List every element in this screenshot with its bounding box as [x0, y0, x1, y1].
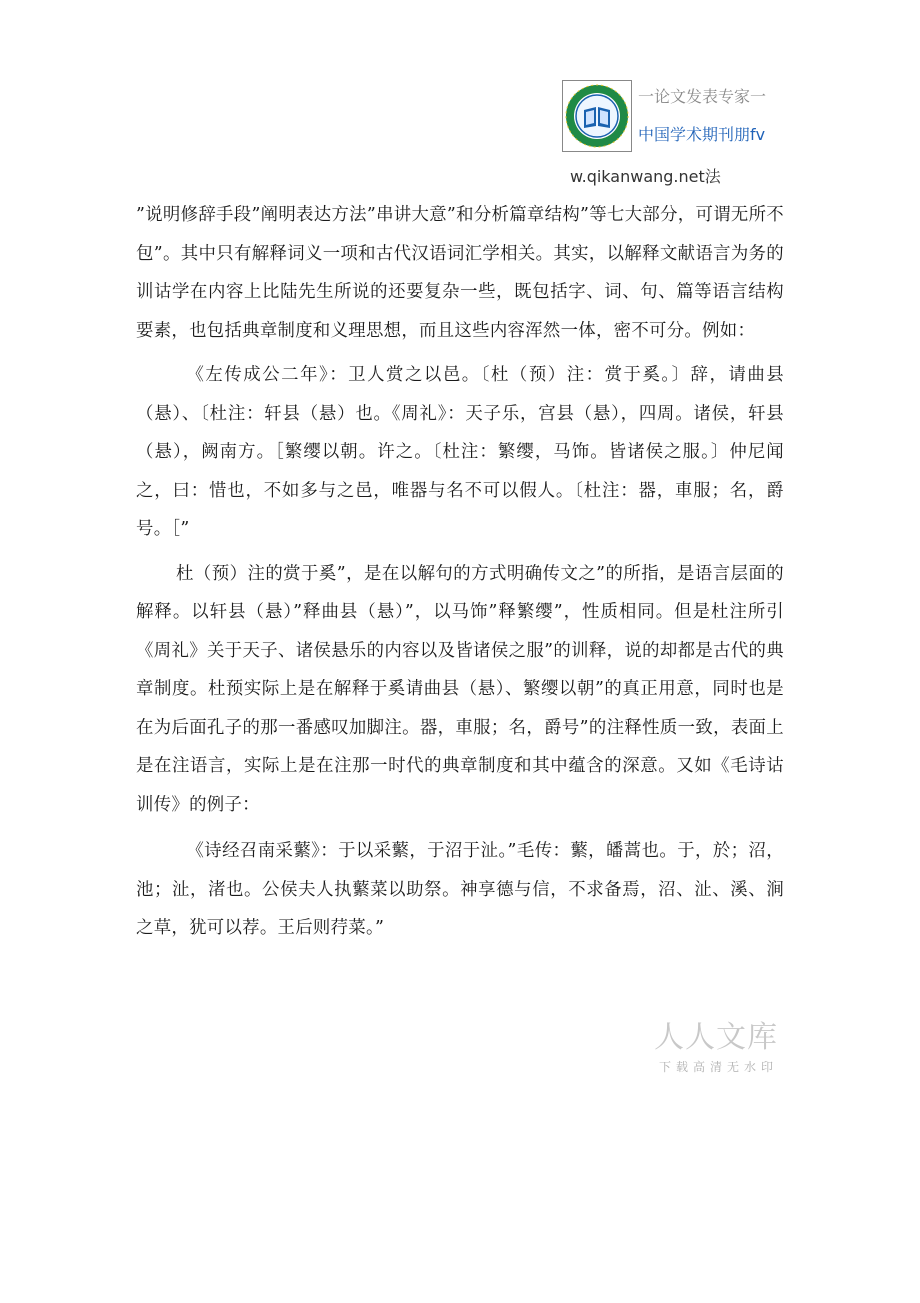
quote-zuozhuan: 《左传成公二年》：卫人赏之以邑。〔杜（预）注：赏于奚。〕辞，请曲县（悬）、〔杜注：轩县（悬）也。《周礼》：天子乐，宫县（悬），四周。诸侯，轩县（悬），阙南方。［繁缨以朝。许之。〔杜注：繁缨，马饰。皆诸侯之服。〕仲尼闻之，曰：惜也，不如多与之邑，唯器与名不可以假人。〔杜注：器，車服；名，爵号。［”	[136, 365, 784, 539]
watermark-title: 人人文库	[654, 1020, 778, 1055]
header-tagline: 一论文发表专家一	[638, 87, 767, 106]
page-header	[562, 80, 802, 190]
watermark-subtitle: 下载高清无水印	[658, 1060, 778, 1074]
journal-logo	[562, 80, 632, 152]
article-body	[136, 196, 784, 948]
watermark	[648, 1012, 778, 1078]
logo-frame	[562, 80, 632, 152]
paragraph-1: ”说明修辞手段”阐明表达方法”串讲大意”和分析篇章结构”等七大部分，可谓无所不包”。其中只有解释词义一项和古代汉语词汇学相关。其实，以解释文献语言为务的训诂学在内容上比陆先生所说的还要复杂一些，既包括字、词、句、篇等语言结构要素，也包括典章制度和义理思想，而且这些内容浑然一体，密不可分。例如：	[136, 205, 785, 341]
header-website[interactable]: w.qikanwang.net法	[570, 167, 721, 186]
paragraph-2: 杜（预）注的赏于奚”，是在以解句的方式明确传文之”的所指，是语言层面的解释。以轩县（悬）”释曲县（悬）”，以马饰”释繁缨”，性质相同。但是杜注所引《周礼》关于天子、诸侯悬乐的内容以及皆诸侯之服”的训释，说的却都是古代的典章制度。杜预实际上是在解释于奚请曲县（悬）、繁缨以朝”的真正用意，同时也是在为后面孔子的那一番感叹加脚注。器，車服；名，爵号”的注释性质一致，表面上是在注语言，实际上是在注那一时代的典章制度和其中蕴含的深意。又如《毛诗诂训传》的例子：	[136, 563, 784, 815]
header-journal-name[interactable]: 中国学术期刊朋fv	[638, 125, 766, 144]
quote-shijing: 《诗经召南采蘩》：于以采蘩，于沼于沚。”毛传：蘩，皤蒿也。于，於；沼，池；沚，渚也。公侯夫人执蘩菜以助祭。神享德与信，不求备焉，沼、沚、溪、涧之草，犹可以荐。王后则荇菜。”	[136, 841, 784, 938]
